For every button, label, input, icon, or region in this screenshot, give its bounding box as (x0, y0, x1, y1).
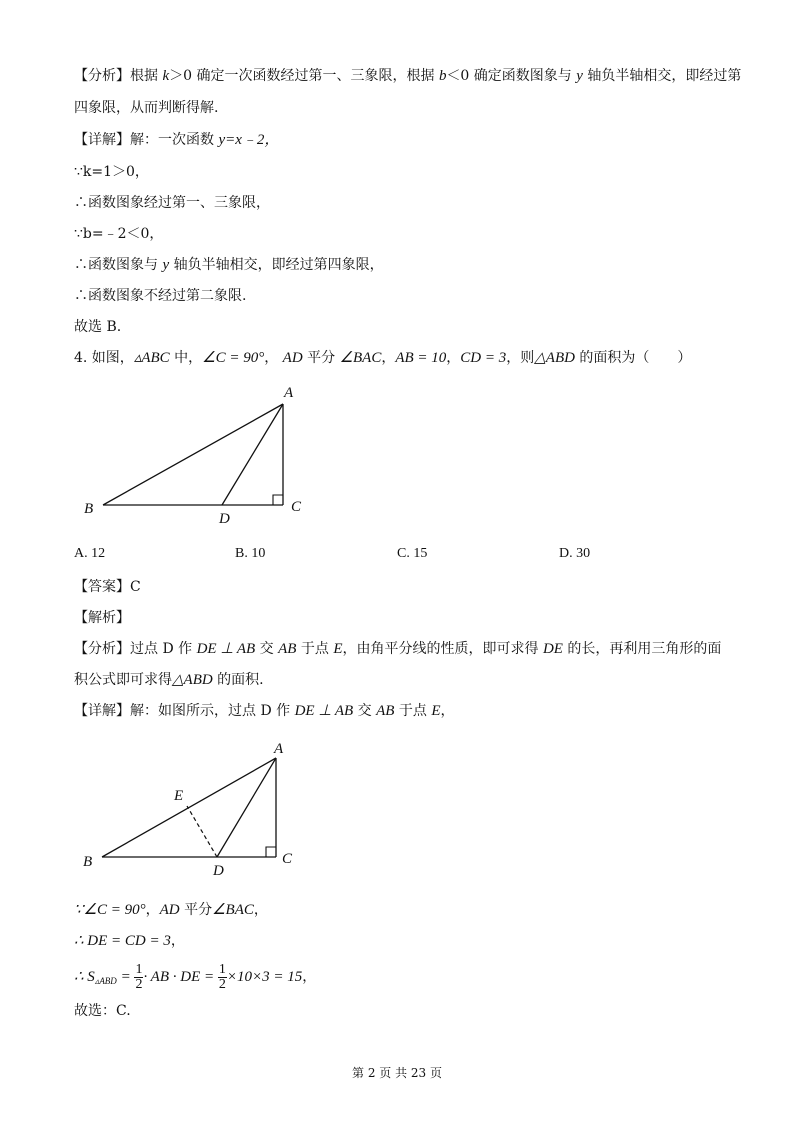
numerator: 1 (218, 961, 226, 977)
text: 于点 (296, 641, 334, 657)
analysis-header: 【解析】 (74, 610, 130, 626)
choose-c: 故选：C. (74, 1003, 131, 1019)
text: 解：如图所示，过点 D 作 (130, 703, 295, 719)
math: ∵∠C = 90° (74, 902, 146, 918)
math: ∠BAC (339, 350, 382, 366)
label-a: A (284, 385, 294, 401)
analysis-line-1 (74, 66, 741, 86)
numerator: 1 (135, 961, 143, 977)
segment-ab (103, 404, 283, 505)
line-not-quadrant-2: ∴函数图象不经过第二象限. (74, 288, 247, 304)
line-quadrants-13: ∴函数图象经过第一、三象限， (74, 195, 270, 211)
label-b: B (83, 854, 93, 870)
option-d: D. 30 (559, 546, 591, 561)
q4-analysis-line-2 (74, 670, 264, 690)
analysis-tag: 【分析】 (74, 68, 130, 84)
answer: 【答案】C (74, 579, 141, 595)
text: 交 (353, 703, 377, 719)
label-e: E (174, 788, 184, 804)
line-b: ∵b=﹣2＜0， (74, 226, 164, 242)
text: 根据 (130, 68, 163, 84)
option-c: C. 15 (397, 546, 428, 561)
text: 中， (169, 350, 203, 366)
subscript: ▵ABD (94, 976, 117, 986)
segment-ad (222, 404, 283, 505)
right-angle-mark (273, 495, 283, 505)
math: △ABD (534, 350, 575, 366)
analysis-tag: 【分析】 (74, 641, 130, 657)
text: 的面积为（ ） (574, 350, 692, 366)
text: 解：一次函数 (130, 132, 219, 148)
step-2 (74, 931, 185, 951)
math: · AB · DE = (143, 969, 218, 985)
detail-tag: 【详解】 (74, 132, 130, 148)
fraction-half (218, 963, 227, 992)
var-y: y (162, 257, 170, 273)
text: 平分 (302, 350, 340, 366)
step-1 (74, 900, 268, 920)
text: ， (253, 902, 268, 918)
option-b: B. 10 (235, 546, 266, 561)
page-footer: 第 2 页 共 23 页 (352, 1066, 442, 1080)
math: AB = 10 (395, 350, 447, 366)
text: 交 (255, 641, 279, 657)
segment-ab (102, 758, 276, 857)
text: ， (440, 703, 455, 719)
segment-de-dashed (187, 806, 217, 857)
math: DE ⊥ AB (196, 641, 256, 657)
text: ＞0 确定一次函数经过第一、三象限，根据 (169, 68, 439, 84)
q4-analysis-line-1 (74, 639, 721, 659)
right-angle-mark (266, 847, 276, 857)
line-k: ∵k=1＞0， (74, 164, 149, 180)
math: ∠C = 90° (202, 350, 265, 366)
question-4-stem (74, 348, 691, 368)
denominator: 2 (218, 976, 226, 992)
text: 的长，再利用三角形的面 (562, 641, 722, 657)
math: ▵ABC (133, 350, 170, 366)
option-a: A. 12 (74, 546, 106, 561)
text: 平分 (179, 902, 213, 918)
text: ， (145, 902, 160, 918)
var-k: k (162, 68, 170, 84)
triangle-figure-1 (70, 380, 330, 530)
text: ∴函数图象与 (74, 257, 163, 273)
text: ，由角平分线的性质，即可求得 (342, 641, 543, 657)
text: ， (381, 350, 396, 366)
math: AB (376, 703, 395, 719)
math: AD (159, 902, 180, 918)
text: 积公式即可求得 (74, 672, 172, 688)
label-c: C (291, 499, 302, 515)
triangle-figure-2 (70, 738, 330, 888)
question-number: 4. 如图， (74, 350, 134, 366)
step-3-area-formula (74, 960, 316, 998)
text: ，则 (506, 350, 535, 366)
label-a: A (274, 741, 284, 757)
math: ∴ DE = CD = 3 (74, 933, 171, 949)
label-d: D (213, 863, 224, 879)
analysis-line-2: 四象限，从而判断得解. (74, 100, 219, 116)
math: E (333, 641, 343, 657)
label-c: C (282, 851, 293, 867)
math: ×10×3 = 15 (226, 969, 303, 985)
q4-detail-line-1 (74, 701, 455, 721)
math: = (116, 969, 135, 985)
choose-b: 故选 B. (74, 319, 122, 335)
text: ， (170, 933, 185, 949)
detail-line-1 (74, 130, 279, 150)
denominator: 2 (135, 976, 143, 992)
function-expr: y=x﹣2， (218, 132, 280, 148)
math: DE ⊥ AB (294, 703, 354, 719)
math: AD (282, 350, 303, 366)
var-b: b (438, 68, 447, 84)
label-b: B (84, 501, 94, 517)
label-d: D (219, 511, 230, 527)
line-y-axis (74, 255, 384, 275)
text: 轴负半轴相交，即经过第四象限， (169, 257, 384, 273)
math: ∠BAC (212, 902, 254, 918)
math: DE (542, 641, 563, 657)
math: CD = 3 (460, 350, 507, 366)
text: ， (446, 350, 461, 366)
math: ∴ S (74, 969, 95, 985)
var-y: y (576, 68, 583, 84)
text: 的面积. (212, 672, 264, 688)
text: 于点 (394, 703, 432, 719)
math: E (431, 703, 441, 719)
text: 轴负半轴相交，即经过第 (582, 68, 742, 84)
text: ＜0 确定函数图象与 (446, 68, 577, 84)
text: ， (264, 350, 283, 366)
text: 过点 D 作 (130, 641, 197, 657)
text: ， (302, 969, 317, 985)
math: △ABD (172, 672, 213, 688)
detail-tag: 【详解】 (74, 703, 130, 719)
math: AB (278, 641, 297, 657)
segment-ad (217, 758, 276, 857)
